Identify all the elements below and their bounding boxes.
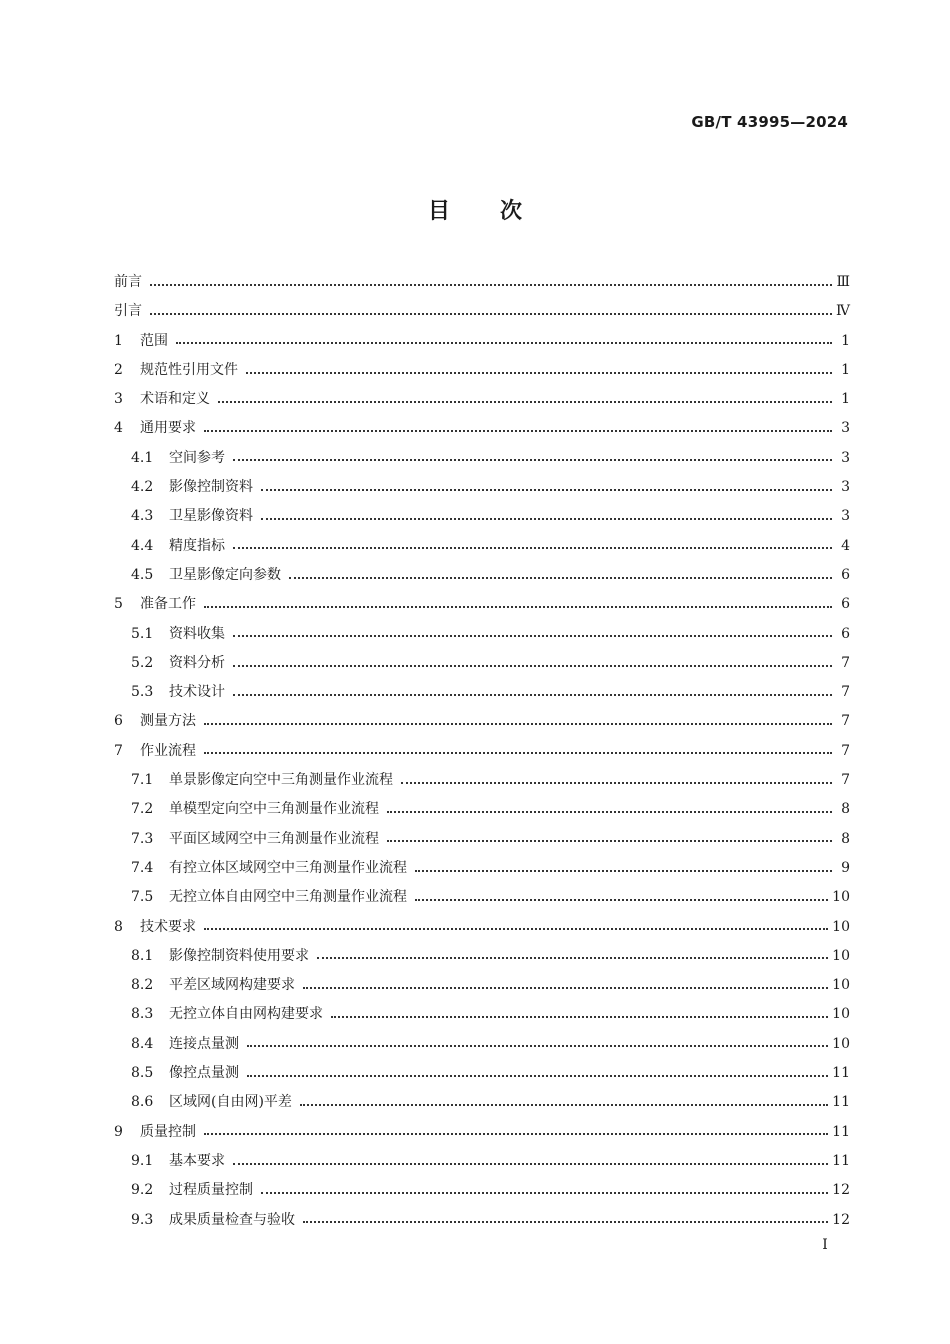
toc-entry-page: 11 [832,1094,850,1111]
toc-entry-number: 5.2 [131,654,154,671]
toc-entry-number: 5.3 [131,684,154,701]
toc-leader-dots [218,401,832,403]
toc-entry-label: 影像控制资料 [169,479,253,496]
toc-leader-dots [261,489,832,491]
toc-leader-dots [233,1163,828,1165]
toc-entry[interactable] [114,502,850,531]
toc-entry-page: 3 [841,508,850,525]
toc-entry[interactable] [114,883,850,912]
toc-entry-number: 1 [114,332,123,349]
toc-entry[interactable] [114,561,850,590]
toc-leader-dots [303,987,828,989]
toc-entry-page: 10 [832,889,850,906]
toc-entry-label: 无控立体自由网空中三角测量作业流程 [169,889,407,906]
toc-entry-page: 7 [841,772,850,789]
toc-entry-page: 10 [832,1006,850,1023]
toc-entry-page: Ⅳ [836,303,850,320]
toc-entry[interactable] [114,942,850,971]
toc-entry-label: 单景影像定向空中三角测量作业流程 [169,772,393,789]
toc-leader-dots [204,723,832,725]
document-code: GB/T 43995—2024 [691,113,848,131]
toc-leader-dots [300,1104,828,1106]
toc-entry[interactable] [114,590,850,619]
toc-entry-label: 像控点量测 [169,1065,239,1082]
toc-entry-page: 7 [841,684,850,701]
toc-entry-number: 4.3 [131,508,154,525]
toc-leader-dots [233,665,832,667]
toc-entry-number: 5.1 [131,625,154,642]
toc-entry-label: 质量控制 [140,1123,196,1140]
toc-leader-dots [331,1016,828,1018]
toc-entry[interactable] [114,854,850,883]
toc-entry-label: 平差区域网构建要求 [169,977,295,994]
toc-entry-page: 11 [832,1123,850,1140]
toc-entry[interactable] [114,1000,850,1029]
toc-entry-page: 10 [832,918,850,935]
toc-entry[interactable] [114,356,850,385]
toc-entry[interactable] [114,268,850,297]
toc-leader-dots [233,459,832,461]
toc-entry-label: 前言 [114,274,142,290]
toc-leader-dots [150,313,832,315]
toc-entry[interactable] [114,1088,850,1117]
toc-leader-dots [261,1192,828,1194]
toc-entry-page: 3 [841,449,850,466]
toc-entry[interactable] [114,1147,850,1176]
toc-entry-label: 无控立体自由网构建要求 [169,1006,323,1023]
toc-entry-number: 8.1 [131,947,154,964]
toc-entry[interactable] [114,297,850,326]
toc-entry-page: 6 [841,625,850,642]
toc-entry-number: 8 [114,918,123,935]
toc-leader-dots [387,840,832,842]
toc-leader-dots [176,342,832,344]
toc-entry[interactable] [114,649,850,678]
page-number: I [822,1237,828,1253]
toc-entry-number: 7.3 [131,830,154,847]
toc-entry-page: 6 [841,566,850,583]
toc-entry-page: 1 [841,391,850,408]
toc-leader-dots [246,372,832,374]
toc-entry[interactable] [114,1206,850,1235]
toc-entry-page: 11 [832,1152,850,1169]
toc-leader-dots [233,635,832,637]
toc-entry[interactable] [114,327,850,356]
toc-entry-label: 有控立体区域网空中三角测量作业流程 [169,859,407,876]
toc-entry-number: 4.1 [131,449,154,466]
toc-entry[interactable] [114,620,850,649]
toc-entry-label: 通用要求 [140,420,196,437]
toc-entry-number: 5 [114,596,123,613]
toc-leader-dots [303,1221,828,1223]
toc-entry-page: 3 [841,420,850,437]
toc-entry-number: 7.1 [131,772,154,789]
toc-entry[interactable] [114,913,850,942]
toc-entry-label: 精度指标 [169,537,225,554]
table-of-contents [114,268,850,1235]
toc-entry-label: 过程质量控制 [169,1182,253,1199]
toc-entry-number: 8.6 [131,1094,154,1111]
toc-entry-number: 8.4 [131,1035,154,1052]
toc-entry-number: 9.1 [131,1152,154,1169]
toc-entry-page: 1 [841,361,850,378]
toc-entry-label: 基本要求 [169,1152,225,1169]
toc-entry[interactable] [114,971,850,1000]
toc-entry-label: 术语和定义 [140,391,210,408]
toc-entry-number: 8.2 [131,977,154,994]
toc-entry-label: 规范性引用文件 [140,361,238,378]
toc-leader-dots [401,782,832,784]
toc-entry-page: 7 [841,654,850,671]
toc-entry-label: 技术要求 [140,918,196,935]
toc-entry-label: 引言 [114,303,142,320]
toc-entry[interactable] [114,1030,850,1059]
toc-leader-dots [387,811,832,813]
toc-entry-label: 空间参考 [169,449,225,466]
toc-entry-number: 9.3 [131,1211,154,1228]
toc-entry-label: 资料分析 [169,654,225,671]
toc-entry[interactable] [114,1059,850,1088]
toc-entry[interactable] [114,707,850,736]
toc-leader-dots [415,870,832,872]
toc-entry-number: 2 [114,361,123,378]
toc-entry-label: 成果质量检查与验收 [169,1211,295,1228]
toc-entry-number: 9.2 [131,1182,154,1199]
toc-leader-dots [317,957,828,959]
toc-leader-dots [233,694,832,696]
toc-entry-page: 3 [841,479,850,496]
toc-entry-label: 单模型定向空中三角测量作业流程 [169,801,379,818]
toc-entry-number: 7.4 [131,859,154,876]
toc-entry-page: 8 [841,801,850,818]
toc-entry[interactable] [114,1176,850,1205]
toc-entry-label: 卫星影像定向参数 [169,566,281,583]
toc-leader-dots [204,1133,828,1135]
toc-entry-page: 10 [832,947,850,964]
toc-entry-number: 4.4 [131,537,154,554]
toc-leader-dots [233,547,832,549]
toc-entry-label: 技术设计 [169,684,225,701]
toc-entry-page: 8 [841,830,850,847]
toc-entry-label: 卫星影像资料 [169,508,253,525]
toc-entry-page: 11 [832,1065,850,1082]
toc-entry-number: 7.2 [131,801,154,818]
toc-entry-label: 范围 [140,332,168,349]
toc-entry-label: 资料收集 [169,625,225,642]
toc-entry-label: 影像控制资料使用要求 [169,947,309,964]
toc-entry-number: 6 [114,713,123,730]
toc-entry-number: 7 [114,742,123,759]
page-title: 目次 [427,199,572,224]
toc-entry-label: 测量方法 [140,713,196,730]
toc-entry[interactable] [114,795,850,824]
toc-entry-number: 4 [114,420,123,437]
toc-entry-page: 9 [841,859,850,876]
toc-leader-dots [204,430,832,432]
toc-entry-number: 3 [114,391,123,408]
toc-leader-dots [247,1075,828,1077]
toc-entry-page: 4 [841,537,850,554]
toc-entry-page: 7 [841,742,850,759]
toc-entry-page: 1 [841,332,850,349]
toc-entry[interactable] [114,414,850,443]
toc-entry-page: Ⅲ [836,274,850,290]
toc-entry[interactable] [114,737,850,766]
toc-entry-page: 12 [832,1211,850,1228]
toc-entry[interactable] [114,444,850,473]
toc-entry-label: 连接点量测 [169,1035,239,1052]
toc-entry[interactable] [114,385,850,414]
toc-entry-label: 作业流程 [140,742,196,759]
toc-leader-dots [204,752,832,754]
toc-entry-number: 4.2 [131,479,154,496]
toc-entry-number: 8.3 [131,1006,154,1023]
toc-entry-label: 准备工作 [140,596,196,613]
toc-entry-number: 8.5 [131,1065,154,1082]
toc-leader-dots [204,928,828,930]
toc-entry-label: 平面区域网空中三角测量作业流程 [169,830,379,847]
toc-entry-label: 区域网(自由网)平差 [169,1094,292,1111]
toc-entry-number: 4.5 [131,566,154,583]
toc-entry[interactable] [114,766,850,795]
toc-entry[interactable] [114,473,850,502]
toc-entry[interactable] [114,532,850,561]
toc-entry-page: 10 [832,1035,850,1052]
toc-entry-number: 9 [114,1123,123,1140]
toc-entry[interactable] [114,825,850,854]
toc-leader-dots [261,518,832,520]
toc-entry-number: 7.5 [131,889,154,906]
toc-leader-dots [204,606,832,608]
toc-leader-dots [247,1045,828,1047]
toc-entry-page: 12 [832,1182,850,1199]
toc-entry-page: 6 [841,596,850,613]
toc-entry-page: 10 [832,977,850,994]
toc-entry[interactable] [114,678,850,707]
toc-leader-dots [415,899,828,901]
toc-entry-page: 7 [841,713,850,730]
toc-leader-dots [289,577,832,579]
toc-entry[interactable] [114,1118,850,1147]
toc-leader-dots [150,284,832,286]
